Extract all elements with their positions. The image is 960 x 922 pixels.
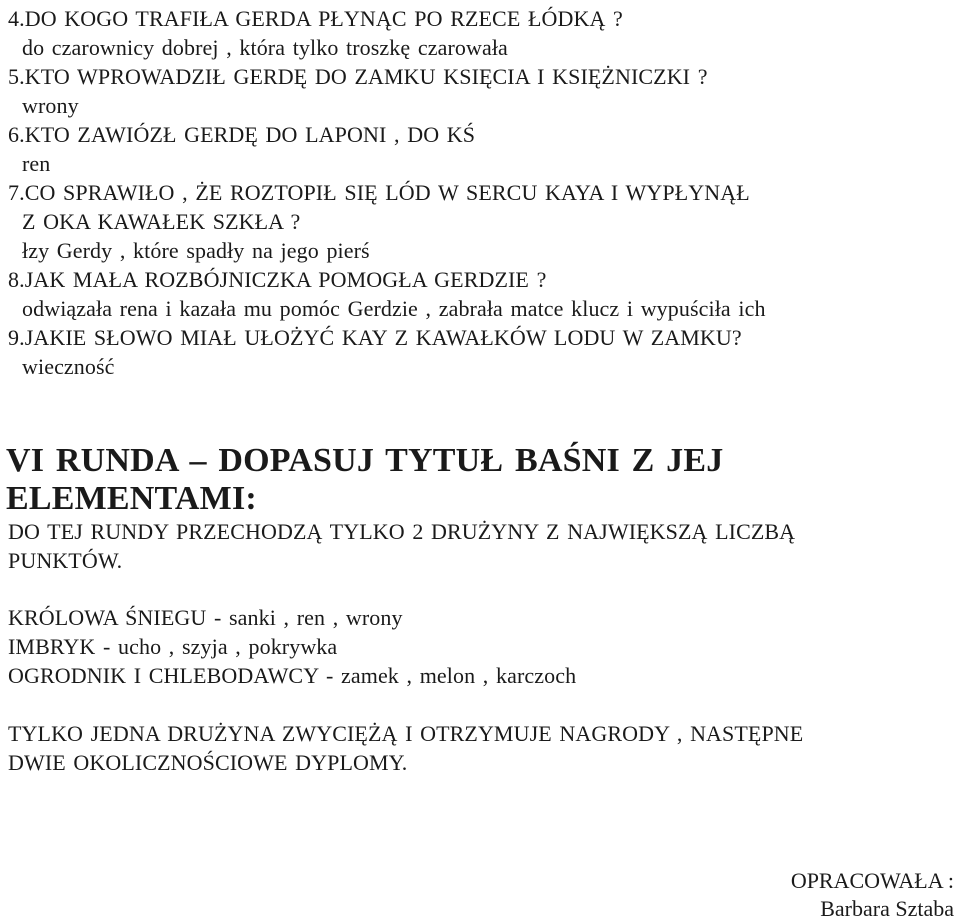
- author-name: Barbara Sztaba: [820, 896, 954, 921]
- closing-line-1: TYLKO JEDNA DRUŻYNA ZWYCIĘŻĄ I OTRZYMUJE NAGRODY , NASTĘPNE: [8, 721, 804, 746]
- answer-6: ren: [22, 151, 51, 176]
- answer-8: odwiązała rena i kazała mu pomóc Gerdzie , zabrała matce klucz i wypuściła ich: [22, 296, 766, 321]
- question-9: 9.JAKIE SŁOWO MIAŁ UŁOŻYĆ KAY Z KAWAŁKÓW LODU W ZAMKU?: [8, 325, 742, 350]
- question-5: 5.KTO WPROWADZIŁ GERDĘ DO ZAMKU KSIĘCIA I KSIĘŻNICZKI ?: [8, 64, 708, 89]
- answer-4: do czarownicy dobrej , która tylko troszkę czarowała: [22, 35, 508, 60]
- question-4: 4.DO KOGO TRAFIŁA GERDA PŁYNĄC PO RZECE ŁÓDKĄ ?: [8, 6, 623, 31]
- answer-9: wieczność: [22, 354, 115, 379]
- answer-5: wrony: [22, 93, 79, 118]
- round-6-rule-line-1: DO TEJ RUNDY PRZECHODZĄ TYLKO 2 DRUŻYNY Z NAJWIĘKSZĄ LICZBĄ: [8, 519, 796, 544]
- answer-7: łzy Gerdy , które spadły na jego pierś: [22, 238, 370, 263]
- round-6-heading-line-1: VI RUNDA – DOPASUJ TYTUŁ BAŚNI Z JEJ: [6, 442, 724, 479]
- match-item-ogrodnik: OGRODNIK I CHLEBODAWCY - zamek , melon , karczoch: [8, 663, 577, 688]
- match-item-krolowa-sniegu: KRÓLOWA ŚNIEGU - sanki , ren , wrony: [8, 605, 403, 630]
- question-6: 6.KTO ZAWIÓZŁ GERDĘ DO LAPONI , DO KŚ: [8, 122, 476, 147]
- question-8: 8.JAK MAŁA ROZBÓJNICZKA POMOGŁA GERDZIE ?: [8, 267, 547, 292]
- round-6-rule-line-2: PUNKTÓW.: [8, 548, 123, 573]
- question-7-line-2: Z OKA KAWAŁEK SZKŁA ?: [22, 209, 301, 234]
- closing-line-2: DWIE OKOLICZNOŚCIOWE DYPLOMY.: [8, 750, 408, 775]
- match-item-imbryk: IMBRYK - ucho , szyja , pokrywka: [8, 634, 338, 659]
- round-6-heading-line-2: ELEMENTAMI:: [6, 480, 257, 517]
- question-7-line-1: 7.CO SPRAWIŁO , ŻE ROZTOPIŁ SIĘ LÓD W SERCU KAYA I WYPŁYNĄŁ: [8, 180, 750, 205]
- prepared-by-label: OPRACOWAŁA :: [790, 868, 954, 893]
